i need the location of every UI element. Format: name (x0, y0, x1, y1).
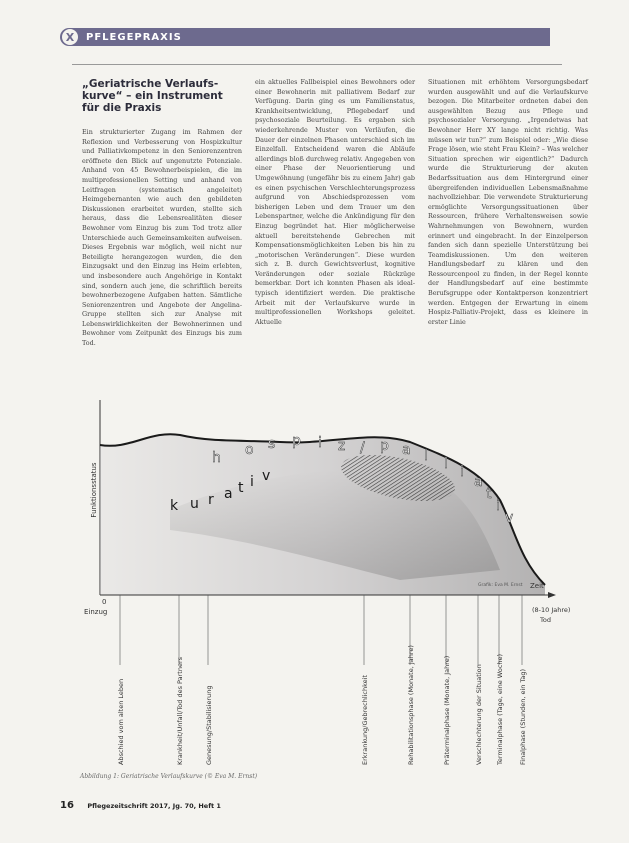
hospiz-letter: a (402, 442, 411, 458)
article-title: „Geriatrische Verlaufs-kurve“ – ein Instrument für die Praxis (82, 78, 223, 114)
x-end-tod: Tod (540, 616, 551, 624)
page-footer (60, 800, 221, 811)
journal-source: Pflegezeitschrift 2017, Jg. 70, Heft 1 (87, 802, 221, 810)
x-axis-arrow (548, 592, 556, 598)
hospiz-letter: o (245, 442, 254, 458)
page-number: 16 (60, 800, 74, 811)
kurativ-letter: r (208, 492, 214, 508)
x-end: Zeit (530, 582, 544, 590)
hospiz-letter: s (268, 436, 276, 452)
phase-label: Verschlechterung der Situation (475, 664, 483, 765)
text-column-1: Ein strukturierter Zugang im Rahmen der Reflexion und Verbesserung von Hospizkultur und Palliativkompetenz in den Seniorenzentren eröffnete den Blick auf ungenutzte Potenziale. Anhand von 45 Bewohnerbeispielen, die im multiprofessionellen Setting und anhand von Leitfragen (systematisch angeleitet) Heimgebernanten wie auch den gebildeten Diskussionen erarbeitet wurden, stellte sich heraus, dass die Lebensrealitäten dieser Bewohner vom Einzug bis zum Tod trotz aller Unterschiede auch Gemeinsamkeiten aufweisen. Dieses Ergebnis war möglich, weil nicht nur Beteiligte herangezogen wurden, die den Einzugsakt und den Einzug ins Heim erlebten, und insbesondere auch Angehörige in Kontakt sind, sondern auch jene, die schriftlich bereits bewohnerbezogene Aufgaben hatten. Sämtliche Seniorenzentren und Angebote der Angelina-Gruppe stellten sich zur Analyse mit Lebenswirklichkeiten der Bewohnerinnen und Bewohner vom Zeitpunkt des Einzugs bis zum Tod. (82, 128, 242, 348)
text-column-2: ein aktuelles Fallbeispiel eines Bewohners oder einer Bewohnerin mit palliativem Bedarf zur Verfügung. Darin ging es um Familienstatus, Krankheitsentwicklung, Pflegebedarf und psychosoziale Beurteilung. Es ergaben sich wiederkehrende Muster von Verläufen, die Dauer der einzelnen Phasen unterschied sich im Einzelfall. Entscheidend waren die Abläufe allerdings bloß durchweg relativ. Angegeben von einer Phase der Neuorientierung und Umgewöhnung (ungefähr bis zu einem Jahr) gab es einen psychischen Verschlechterungsprozess aufgrund von Abschiedsprozessen vom bisherigen Leben und dem Trauer um den Lebenspartner, welche die Ankündigung für den Einzug begründet hat. Hier möglicherweise aktuell bereitstehende Gebrechen mit Kompensationsmöglichkeiten Leben bis hin zu „motorischen Veränderungen“. Diese wurden sich z. B. durch Gewichtsverlust, kognitive Veränderungen oder soziale Rückzüge bemerkbar. Dort ich konnten Phasen als ideal-typisch identifiziert werden. Die praktische Arbeit mit der Verlaufskurve wurde in multiprofessionellen Workshops geleitet. Aktuelle (255, 78, 415, 326)
phase-label: Präterminalphase (Monate, Jahre) (443, 655, 451, 765)
kurativ-letter: k (170, 498, 179, 514)
hospiz-letter: l (424, 448, 428, 464)
x-zero-label: Einzug (84, 608, 108, 616)
hospiz-letter: p (292, 433, 301, 449)
hospiz-letter: i (318, 435, 322, 451)
hospiz-letter: v (505, 510, 514, 526)
kurativ-letter: v (262, 468, 271, 484)
section-badge: X (62, 29, 78, 45)
x-end-range: (8-10 Jahre) (532, 606, 571, 614)
hospiz-letter: a (474, 474, 483, 490)
header-rule (72, 64, 562, 65)
section-header (60, 28, 550, 46)
kurativ-letter: t (238, 480, 244, 496)
hospiz-letter: p (380, 438, 389, 454)
phase-label: Genesung/Stabilisierung (205, 685, 213, 765)
geriatric-curve-figure (0, 390, 629, 790)
phase-label: Terminalphase (Tage, eine Woche) (496, 653, 504, 765)
hospiz-letter: i (496, 498, 500, 514)
hospiz-letter: i (460, 464, 464, 480)
hospiz-letter: / (360, 440, 365, 456)
kurativ-letter: a (224, 486, 233, 502)
phase-label: Finalphase (Stunden, ein Tag) (519, 668, 527, 765)
hospiz-letter: t (486, 486, 492, 502)
section-title: PFLEGEPRAXIS (86, 31, 182, 43)
phase-label: Krankheit/Unfall/Tod des Partners (176, 656, 184, 765)
x-zero: 0 (102, 598, 107, 606)
kurativ-letter: i (250, 474, 254, 490)
y-axis-label: Funktionsstatus (90, 462, 98, 518)
hospiz-letter: h (212, 450, 221, 466)
figure-credit: Grafik: Eva M. Ernst (478, 583, 523, 588)
figure-caption: Abbildung 1: Geriatrische Verlaufskurve (© Eva M. Ernst) (80, 773, 258, 780)
text-column-3: Situationen mit erhöhtem Versorgungsbedarf wurden ausgewählt und auf die Verlaufskurve bezogen. Die Mitarbeiter ordneten dabei den ausgewählten Bezug aus Pflege und psychosozialer Versorgung. „Irgendetwas hat Bewohner Herr XY lange nicht richtig. Was müssen wir tun?“ zum Beispiel oder: „Wie diese Frage lösen, wie steht Frau Klein? – Was welcher Situation sprechen wir eigentlich?“ Dadurch wurde die Strukturierung der akuten Bedarfssituation aus dem Hintergrund einer übergreifenden individuellen Lebensmaßnahme nachvollziehbar. Die verwendete Strukturierung ermöglichte Versorgungssituationen über Ressourcen, frühere Verhaltensweisen sowie Wahrnehmungen von Bewohnern, wurden erinnert und eingebracht. In der Einzelperson fanden sich dann spezielle Unterstützung bei Teamdiskussionen. Um den weiteren Handlungsbedarf zu klären und den Ressourcenpool zu finden, in der Regel konnte der Handlungsbedarf auf eine bestimmte Berufsgruppe oder Kontaktperson konzentriert werden. Entgegen der Erwartung in einem Hospiz-Palliativ-Projekt, dass es kleinere in erster Linie (428, 78, 588, 326)
phase-label: Rehabilitationsphase (Monate, Jahre) (407, 645, 415, 765)
hospiz-letter: l (444, 456, 448, 472)
phase-label: Erkrankung/Gebrechlichkeit (361, 674, 369, 765)
phase-label: Abschied vom alten Leben (117, 678, 125, 765)
hospiz-letter: z (338, 438, 346, 454)
phase-labels (117, 595, 527, 766)
kurativ-letter: u (190, 496, 199, 512)
